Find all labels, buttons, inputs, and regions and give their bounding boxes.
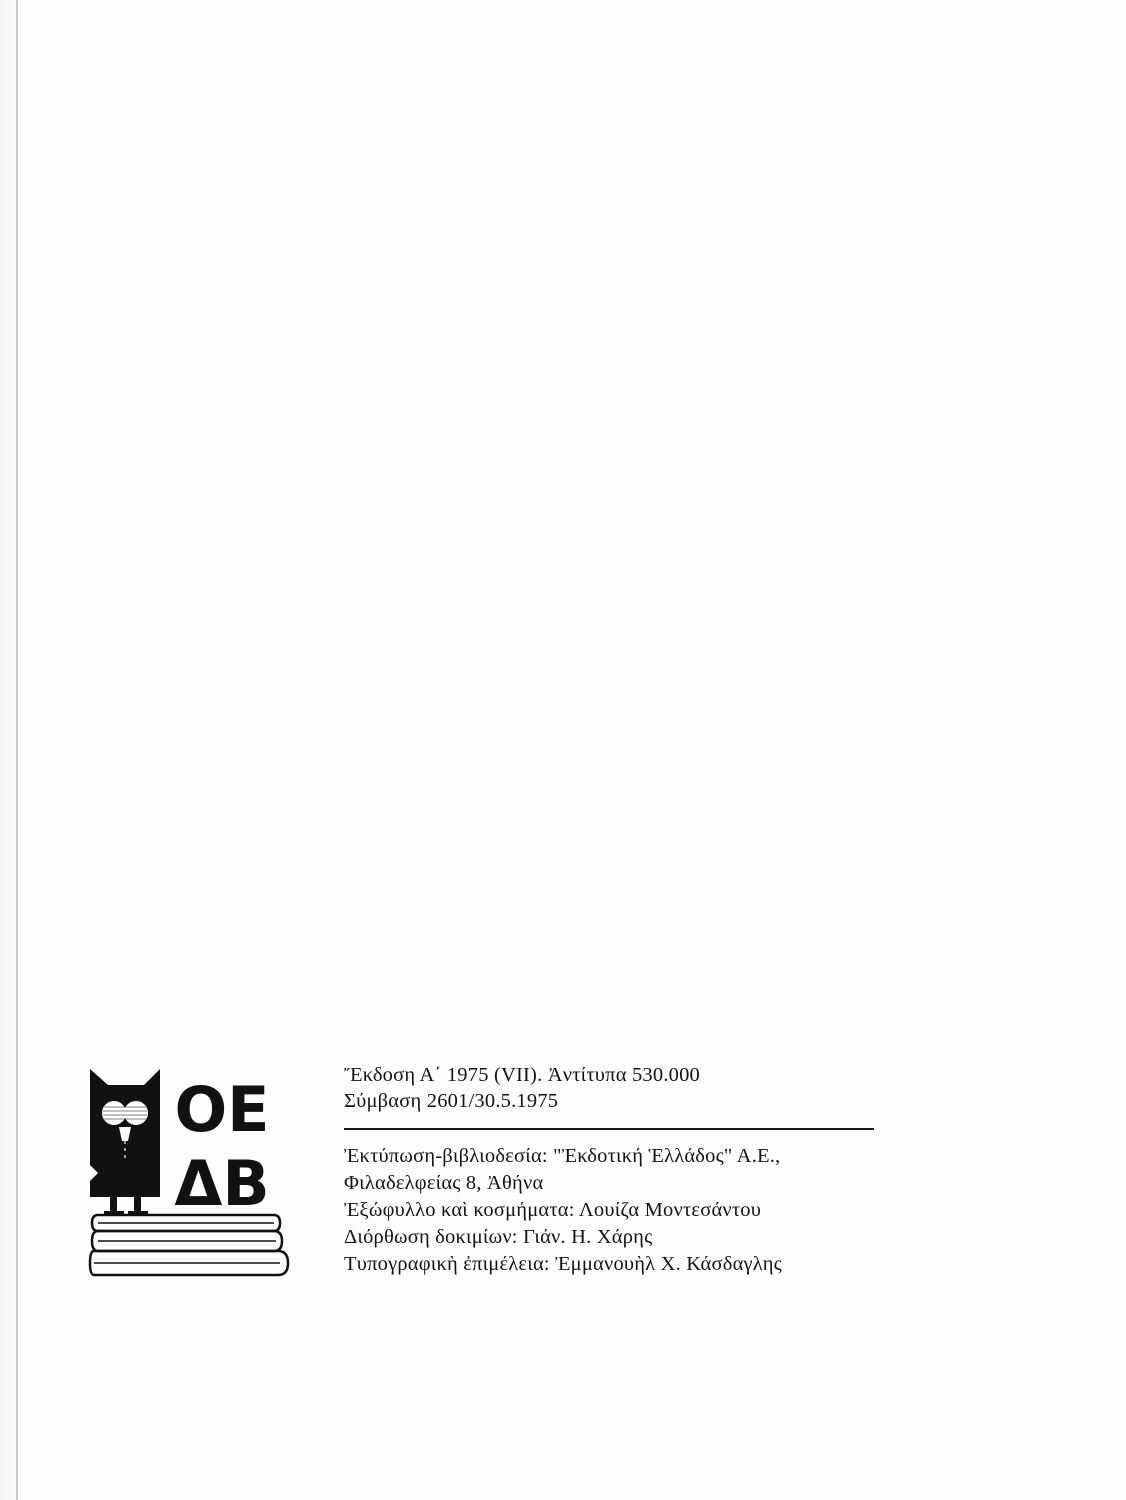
credits-block — [344, 1143, 884, 1278]
printing-credit: Ἐκτύπωση-βιβλιοδεσία: "Ἐκδοτική Ἑλλάδος" Α.Ε., — [344, 1145, 781, 1167]
typography-credit: Τυπογραφικὴ ἐπιμέλεια: Ἐμμανουὴλ Χ. Κάσδαγλης — [344, 1253, 782, 1275]
printing-address: Φιλαδελφείας 8, Ἀθήνα — [344, 1172, 544, 1194]
page-binding-edge — [16, 0, 18, 1500]
contract-line: Σύμβαση 2601/30.5.1975 — [344, 1090, 559, 1112]
owl-on-books-icon — [84, 1065, 294, 1285]
logo-letters-bottom: ΔΒ — [174, 1147, 270, 1220]
cover-credit: Ἐξώφυλλο καὶ κοσμήματα: Λουίζα Μοντεσάντου — [344, 1199, 762, 1221]
proofreading-credit: Διόρθωση δοκιμίων: Γιάν. Η. Χάρης — [344, 1226, 653, 1248]
logo-letters-top: ΟΕ — [174, 1073, 270, 1146]
colophon — [344, 1062, 884, 1278]
oedb-owl-logo — [84, 1065, 294, 1285]
divider-rule — [344, 1128, 874, 1130]
page-binding-shadow — [0, 0, 16, 1500]
edition-line: Ἔκδοση Α΄ 1975 (VII). Ἀντίτυπα 530.000 — [344, 1064, 700, 1086]
